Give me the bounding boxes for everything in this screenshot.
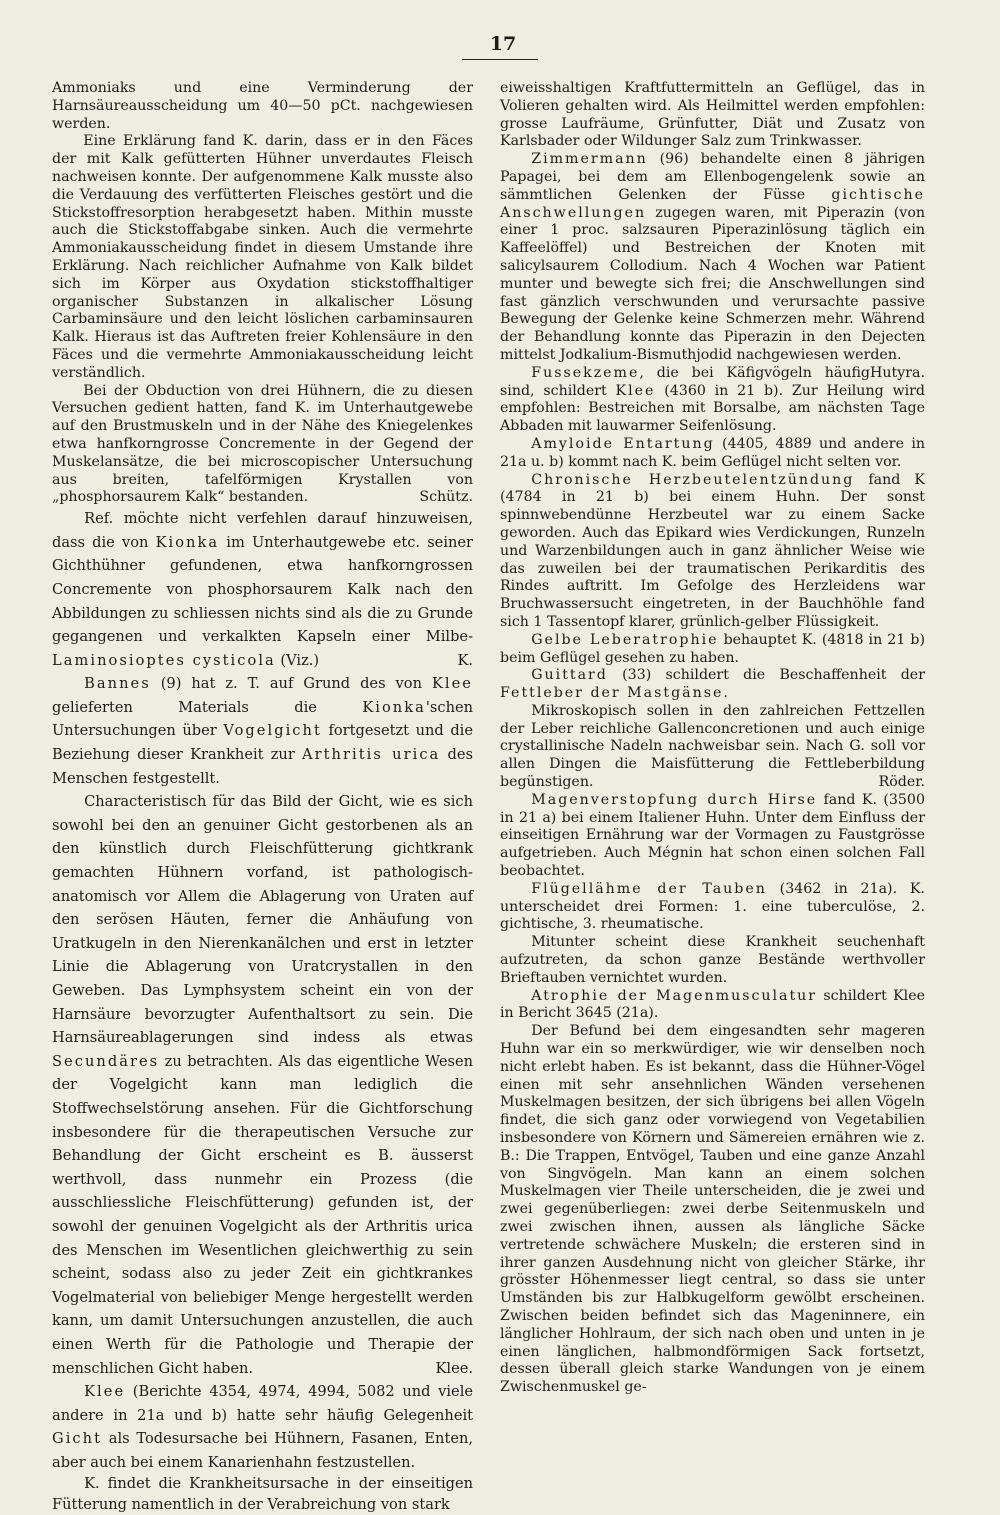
spaced-term: Gelbe Leberatrophie <box>531 631 719 648</box>
paragraph-text: zugegen waren, mit Piperazin (von einer 1 proc. salzsauren Piperazinlösung täglich ein Kaffeelöffel) und Bestreichen der Knoten mit salicylsaurem Collodium. Nach 4 Wochen war Patient munter und bewegte sich frei; die Anschwellungen sind fast gänzlich verschwunden und verursachte passive Bewegung der Gelenke keine Schmerzen mehr. Während der Behandlung konnte das Piperazin in den Dejecten mittelst Jodkalium-Bismuthjodid nachgewiesen werden. <box>500 204 925 363</box>
paragraph-text: (96) behandelte einen 8 jährigen Papagei, bei dem am Ellenbogengelenk sowie an sämmtlichen Gelenken der Füsse <box>500 151 925 203</box>
paragraph-text: (9) hat z. T. auf Grund des von <box>150 675 432 693</box>
paragraph <box>500 365 925 436</box>
spaced-term: Gicht <box>52 1430 102 1448</box>
paragraph <box>500 667 925 703</box>
paragraph-text: Bei der Obduction von drei Hühnern, die zu diesen Versuchen gedient hatten, fand K. im Unterhautgewebe auf den Brustmuskeln und in der Nähe des Kniegelenkes etwa hanfkorngrosse Concremente in der Gegend der Muskelansätze, die bei microscopischer Untersuchung aus breiten, tafelförmigen Krystallen von „phosphorsaurem Kalk“ bestanden. <box>52 382 473 506</box>
right-column <box>500 80 925 1397</box>
author-signature: K. <box>457 651 473 669</box>
spaced-name: Klee <box>615 382 656 399</box>
spaced-name: Kionka <box>362 698 426 716</box>
paragraph: Ammoniaks und eine Verminderung der Harnsäureausscheidung um 40—50 pCt. nachgewiesen werden. <box>52 80 473 132</box>
paragraph: Mitunter scheint diese Krankheit seuchenhaft aufzutreten, da schon ganze Bestände werthvoller Brieftauben vernichtet wurden. <box>500 934 925 986</box>
spaced-term: Magenverstopfung durch Hirse <box>531 791 818 808</box>
paragraph-text: fand K. (3500 in 21 a) bei einem Italiener Huhn. Unter dem Einfluss der einseitigen Ernährung war der Vormagen zu Faustgrösse aufgetrieben. Auch Mégnin hat schon einen solchen Fall beobachtet. <box>500 791 925 880</box>
paragraph-text: gelieferten Materials die <box>52 698 363 716</box>
author-signature: Klee. <box>435 1359 473 1377</box>
left-column <box>52 80 473 1515</box>
paragraph-text: (Berichte 4354, 4974, 4994, 5082 und viele andere in 21a und b) hatte sehr häufig Gelegenheit <box>52 1383 473 1424</box>
paragraph-text: Characteristisch für das Bild der Gicht, wie es sich sowohl bei den an genuiner Gicht gestorbenen als an den künstlich durch Fleischfütterung gichtkrank gemachten Hühnern vorfand, ist pathologisch-anatomisch vor Allem die Ablagerung von Uraten auf den serösen Häuten, ferner die Anhäufung von Uratkugeln in den Nierenkanälchen und erst in letzter Linie die Ablagerung von Uratcrystallen in den Geweben. Das Lymphsystem scheint ein von der Harnsäure bevorzugter Aufenthaltsort zu sein. Die Harnsäureablagerungen sind indess als etwas <box>52 793 473 1047</box>
paragraph-text: Ref. möchte nicht verfehlen darauf hinzuweisen, dass die von <box>52 510 473 551</box>
spaced-name: Bannes <box>84 675 151 693</box>
paragraph <box>500 988 925 1024</box>
spaced-term: Amyloide Entartung <box>531 435 715 452</box>
paragraph: K. findet die Krankheitsursache in der einseitigen Fütterung namentlich in der Verabreichung von stark <box>52 1475 473 1513</box>
paragraph <box>500 792 925 881</box>
spaced-name: Klee <box>431 675 473 693</box>
page-number-rule <box>462 59 538 60</box>
paragraph-text: schildert Klee in Bericht 3645 (21a). <box>500 987 925 1022</box>
paragraph-text: Mikroskopisch sollen in den zahlreichen Fettzellen der Leber reichliche Gallenconcretionen und auch einige crystallinische Nadeln nachweisbar sein. Nach G. soll vor allen Dingen die Maisfütterung die Fettleberbildung begünstigen. <box>500 702 925 791</box>
paragraph-text: (4405, 4889 und andere in 21a u. b) kommt nach K. beim Geflügel nicht selten vor. <box>500 435 925 470</box>
paragraph <box>52 790 473 1380</box>
spaced-term: Laminosioptes cysticola <box>52 651 276 669</box>
paragraph-text: des Menschen festgestellt. <box>52 746 473 787</box>
paragraph-text: zu betrachten. Als das eigentliche Wesen der Vogelgicht kann man lediglich die Stoffwechselstörung ansehen. Für die Gichtforschung insbesondere für die therapeutischen Versuche zur Behandlung der Gicht erscheint es B. äusserst werthvoll, dass nunmehr ein Prozess (die ausschliessliche Fleischfütterung) gefunden ist, der sowohl der genuinen Vogelgicht als der Arthritis urica des Menschen im Wesentlichen gleichwerthig zu sein scheint, sodass also zu jeder Zeit ein gichtkrankes Vogelmaterial von beliebiger Menge hergestellt werden kann, um damit Untersuchungen anzustellen, die auch einen Werth für die Pathologie und Therapie der menschlichen Gicht haben. <box>52 1052 473 1377</box>
paragraph-text: fortgesetzt und die Beziehung dieser Krankheit zur <box>52 722 473 764</box>
paragraph: Der Befund bei dem eingesandten sehr mageren Huhn war ein so merkwürdiger, wie wir denselben noch nicht erlebt haben. Es ist bekannt, dass die Hühner-Vögel einen mit sehr ansehnlichen Wänden versehenen Muskelmagen besitzen, der sich übrigens bei allen Vögeln findet, die sich ganz oder vorwiegend von Vegetabilien insbesondere von Körnern und Sämereien ernähren wie z. B.: Die Trappen, Entvögel, Tauben und eine ganze Anzahl von Singvögeln. Man kann an einem solchen Muskelmagen vier Theile unterscheiden, die je zwei und zwei gegenüberliegen: zwei derbe Seitenmuskeln und zwei zwischen ihnen, aussen als längliche Säcke vertretende schwächere Muskeln; die ersteren sind in ihrer ganzen Ausdehnung nicht von gleicher Stärke, ihr grösster Höhenmesser liegt central, so dass sie unter Umständen bis zur Halbkugelform gewölbt erscheinen. Zwischen beiden befindet sich das Mageninnere, ein länglicher Hohlraum, der sich nach oben und unten in je einen länglichen, halbmondförmigen Sack fortsetzt, dessen überall gleich starke Wandungen von je einem Zwischenmuskel ge- <box>500 1023 925 1396</box>
author-signature: Hutyra. <box>870 364 925 381</box>
paragraph-text: , die bei Käfigvögeln häufig sind, schildert <box>500 364 871 399</box>
spaced-term: Fettleber der Mastgänse <box>500 685 724 702</box>
spaced-term: Fussekzeme <box>531 364 640 381</box>
author-signature: Röder. <box>878 774 925 791</box>
page-number: 17 <box>489 33 517 55</box>
spaced-term: Atrophie der Magenmusculatur <box>531 987 818 1004</box>
paragraph-text: behauptet K. (4818 in 21 b) beim Geflügel gesehen zu haben. <box>500 631 925 666</box>
paragraph-text: (4360 in 21 b). Zur Heilung wird empfohlen: Bestreichen mit Borsalbe, am nächsten Tage Abbaden mit lauwarmer Seifenlösung. <box>500 382 926 435</box>
paragraph-text: . <box>723 685 728 702</box>
paragraph: Eine Erklärung fand K. darin, dass er in den Fäces der mit Kalk gefütterten Hühner unverdautes Fleisch nachweisen konnte. Der aufgenommene Kalk musste also die Verdauung des verfütterten Fleisches gestört und die Stickstoffresorption herabgesetzt haben. Mithin musste auch die Stickstoffabgabe sinken. Auch die vermehrte Ammoniakausscheidung findet in diesem Umstande ihre Erklärung. Nach reichlicher Aufnahme von Kalk bildet sich im Körper aus Oxydation stickstoffhaltiger organischer Substanzen in alkalischer Lösung Carbaminsäure und den leicht löslichen carbaminsauren Kalk. Hieraus ist das Auftreten freier Kohlensäure in den Fäces und die vermehrte Ammoniakausscheidung leicht verständlich. <box>52 133 473 381</box>
spaced-term: Vogelgicht <box>223 722 322 740</box>
paragraph-text: (Viz.) <box>275 651 320 669</box>
spaced-term: Chronische Herzbeutelentzündung <box>531 471 855 488</box>
spaced-term: Flügellähme der Tauben <box>531 880 767 897</box>
paragraph <box>500 472 925 632</box>
spaced-term: Secundäres <box>52 1052 160 1070</box>
paragraph-text: als Todesursache bei Hühnern, Fasanen, Enten, aber auch bei einem Kanarienhahn festzustellen. <box>52 1430 473 1471</box>
spaced-name: Kionka <box>155 533 220 551</box>
paragraph <box>500 881 925 934</box>
paragraph <box>500 436 925 472</box>
paragraph: eiweisshaltigen Kraftfuttermitteln an Geflügel, das in Volieren gehalten wird. Als Heilmittel werden empfohlen: grosse Laufräume, Grünfutter, Diät und Zusatz von Karlsbader oder Wildunger Salz zum Trinkwasser. <box>500 80 925 150</box>
spaced-term: Arthritis urica <box>302 746 441 764</box>
spaced-name: Klee <box>84 1383 126 1401</box>
spaced-name: Zimmermann <box>531 151 648 168</box>
spaced-name: Guittard <box>531 667 608 684</box>
paragraph-text: im Unterhautgewebe etc. seiner Gichthühner gefundenen, etwa hanfkorngrossen Concremente von phosphorsaurem Kalk nach den Abbildungen zu schliessen nichts sind als die zu Grunde gegangenen und verkalkten Kapseln einer Milbe- <box>52 533 473 646</box>
paragraph-text: fand K (4784 in 21 b) bei einem Huhn. Der sonst spinnwebendünne Herzbeutel war zu einem Sacke geworden. Auch das Epikard wies Verdickungen, Runzeln und Warzenbildungen auch in ganz ähnlicher Weise wie das zuweilen bei der traumatischen Perikarditis des Rindes auftritt. Im Gefolge des Herzleidens war Bruchwassersucht eingetreten, in der Bauchhöhle fand sich 1 Tassentopf klarer, grünlich-gelber Flüssigkeit. <box>500 471 925 630</box>
paragraph-text: (33) schildert die Beschaffenheit der <box>607 667 925 684</box>
paragraph <box>500 703 925 792</box>
author-signature: Schütz. <box>419 489 473 506</box>
paragraph-text: 'schen Untersuchungen über <box>52 698 473 740</box>
paragraph <box>52 672 473 790</box>
paragraph <box>500 632 925 668</box>
spaced-term: gichtische Anschwellungen <box>500 186 925 221</box>
paragraph <box>52 1380 473 1474</box>
paragraph-text: (3462 in 21a). K. unterscheidet drei Formen: 1. eine tuberculöse, 2. gichtische, 3. rheumatische. <box>500 880 925 933</box>
paragraph <box>52 507 473 672</box>
paragraph <box>52 383 473 508</box>
